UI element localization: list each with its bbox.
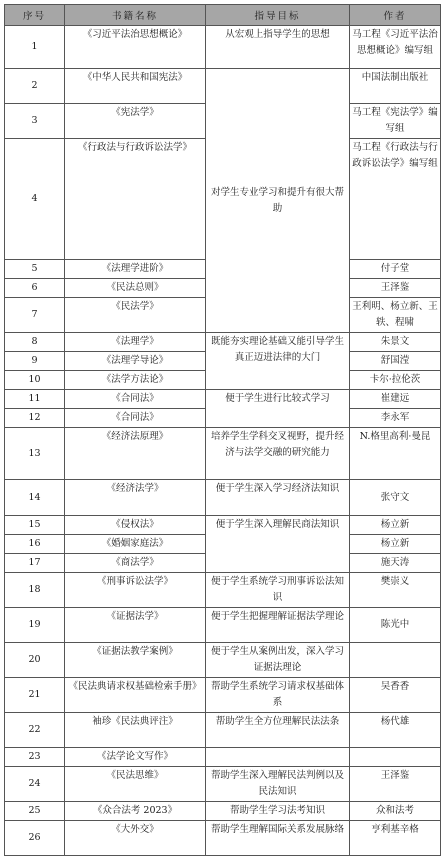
- book-title: 《证据法教学案例》: [65, 643, 206, 678]
- row-number: 15: [5, 516, 65, 535]
- row-number: 21: [5, 678, 65, 713]
- table-row: [5, 573, 441, 608]
- author: N.格里高利·曼昆: [350, 428, 441, 480]
- table-row: [5, 767, 441, 802]
- row-number: 6: [5, 279, 65, 298]
- table-row: [5, 516, 441, 535]
- guidance-goal: 帮助学生深入理解民法判例以及民法知识: [206, 767, 350, 802]
- row-number: 10: [5, 371, 65, 390]
- author: 杨代雄: [350, 713, 441, 748]
- guidance-goal: 培养学生学科交叉视野，提升经济与法学交融的研究能力: [206, 428, 350, 480]
- row-number: 2: [5, 69, 65, 104]
- book-title: 《经济法原理》: [65, 428, 206, 480]
- author: 崔建远: [350, 390, 441, 409]
- row-number: 22: [5, 713, 65, 748]
- guidance-goal: 便于学生把握理解证据法学理论: [206, 608, 350, 643]
- guidance-goal: 便于学生深入学习经济法知识: [206, 480, 350, 516]
- book-title: 袖珍《民法典评注》: [65, 713, 206, 748]
- table-row: [5, 26, 441, 69]
- reading-list-table: [4, 4, 441, 856]
- book-title: 《习近平法治思想概论》: [65, 26, 206, 69]
- book-title: 《刑事诉讼法学》: [65, 573, 206, 608]
- author: 李永军: [350, 409, 441, 428]
- table-row: [5, 643, 441, 678]
- book-title: 《法理学进阶》: [65, 260, 206, 279]
- table-row: [5, 608, 441, 643]
- guidance-goal: 便于学生系统学习刑事诉讼法知识: [206, 573, 350, 608]
- table-row: [5, 821, 441, 856]
- table-row: [5, 390, 441, 409]
- row-number: 25: [5, 802, 65, 821]
- row-number: 16: [5, 535, 65, 554]
- table-row: [5, 480, 441, 516]
- table-row: [5, 748, 441, 767]
- author: 王泽鉴: [350, 279, 441, 298]
- book-title: 《法学方法论》: [65, 371, 206, 390]
- row-number: 18: [5, 573, 65, 608]
- author: 杨立新: [350, 516, 441, 535]
- author: 中国法制出版社: [350, 69, 441, 104]
- guidance-goal: [206, 748, 350, 767]
- book-title: 《经济法学》: [65, 480, 206, 516]
- author: 王泽鉴: [350, 767, 441, 802]
- book-title: 《法学论文写作》: [65, 748, 206, 767]
- row-number: 8: [5, 333, 65, 352]
- header-no: 序号: [5, 5, 65, 26]
- author: 王利明、杨立新、王轶、程啸: [350, 298, 441, 333]
- row-number: 5: [5, 260, 65, 279]
- table-row: [5, 678, 441, 713]
- book-title: 《婚姻家庭法》: [65, 535, 206, 554]
- author: 樊崇义: [350, 573, 441, 608]
- book-title: 《众合法考 2023》: [65, 802, 206, 821]
- row-number: 9: [5, 352, 65, 371]
- guidance-goal: 便于学生深入理解民商法知识: [206, 516, 350, 573]
- book-title: 《民法思维》: [65, 767, 206, 802]
- author: 付子堂: [350, 260, 441, 279]
- guidance-goal: 对学生专业学习和提升有很大帮助: [206, 69, 350, 333]
- row-number: 11: [5, 390, 65, 409]
- book-title: 《侵权法》: [65, 516, 206, 535]
- book-title: 《行政法与行政诉讼法学》: [65, 139, 206, 260]
- book-title: 《民法典请求权基础检索手册》: [65, 678, 206, 713]
- author: 杨立新: [350, 535, 441, 554]
- author: 亨利基辛格: [350, 821, 441, 856]
- guidance-goal: 便于学生从案例出发，深入学习证据法理论: [206, 643, 350, 678]
- row-number: 14: [5, 480, 65, 516]
- author: 吴香香: [350, 678, 441, 713]
- author: 张守文: [350, 480, 441, 516]
- book-title: 《大外交》: [65, 821, 206, 856]
- table-row: [5, 802, 441, 821]
- book-title: 《证据法学》: [65, 608, 206, 643]
- author: 舒国滢: [350, 352, 441, 371]
- guidance-goal: 帮助学生理解国际关系发展脉络: [206, 821, 350, 856]
- book-title: 《民法总则》: [65, 279, 206, 298]
- table-row: [5, 713, 441, 748]
- guidance-goal: 从宏观上指导学生的思想: [206, 26, 350, 69]
- book-title: 《合同法》: [65, 390, 206, 409]
- author: [350, 748, 441, 767]
- header-book: 书籍名称: [65, 5, 206, 26]
- header-row: [5, 5, 441, 26]
- row-number: 4: [5, 139, 65, 260]
- row-number: 12: [5, 409, 65, 428]
- row-number: 1: [5, 26, 65, 69]
- row-number: 13: [5, 428, 65, 480]
- author: 卡尔·拉伦茨: [350, 371, 441, 390]
- row-number: 19: [5, 608, 65, 643]
- row-number: 3: [5, 104, 65, 139]
- author: 马工程《习近平法治思想概论》编写组: [350, 26, 441, 69]
- row-number: 7: [5, 298, 65, 333]
- row-number: 26: [5, 821, 65, 856]
- book-title: 《商法学》: [65, 554, 206, 573]
- guidance-goal: 帮助学生全方位理解民法法条: [206, 713, 350, 748]
- guidance-goal: 帮助学生系统学习请求权基础体系: [206, 678, 350, 713]
- row-number: 20: [5, 643, 65, 678]
- header-goal: 指导目标: [206, 5, 350, 26]
- book-title: 《合同法》: [65, 409, 206, 428]
- author: [350, 643, 441, 678]
- guidance-goal: 帮助学生学习法考知识: [206, 802, 350, 821]
- book-title: 《宪法学》: [65, 104, 206, 139]
- guidance-goal: 便于学生进行比较式学习: [206, 390, 350, 428]
- row-number: 23: [5, 748, 65, 767]
- book-title: 《中华人民共和国宪法》: [65, 69, 206, 104]
- author: 众和法考: [350, 802, 441, 821]
- author: 马工程《行政法与行政诉讼法学》编写组: [350, 139, 441, 260]
- row-number: 24: [5, 767, 65, 802]
- table-row: [5, 333, 441, 352]
- author: 马工程《宪法学》编写组: [350, 104, 441, 139]
- table-row: [5, 428, 441, 480]
- header-author: 作者: [350, 5, 441, 26]
- table-row: [5, 69, 441, 104]
- author: 施天涛: [350, 554, 441, 573]
- guidance-goal: 既能夯实理论基础又能引导学生真正迈进法律的大门: [206, 333, 350, 390]
- book-title: 《民法学》: [65, 298, 206, 333]
- author: 朱景文: [350, 333, 441, 352]
- book-title: 《法理学导论》: [65, 352, 206, 371]
- author: 陈光中: [350, 608, 441, 643]
- row-number: 17: [5, 554, 65, 573]
- book-title: 《法理学》: [65, 333, 206, 352]
